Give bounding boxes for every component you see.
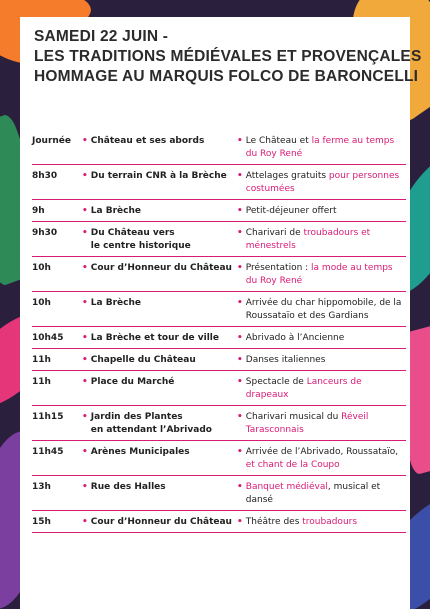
schedule-description	[237, 130, 406, 165]
schedule-row	[32, 257, 406, 292]
description-text: Arrivée du char hippomobile, de la Roussataïo et des Gardians	[245, 298, 402, 321]
bullet-icon: •	[237, 517, 243, 527]
schedule-row	[32, 406, 406, 441]
bullet-icon: •	[237, 482, 243, 492]
description-text: Attelages gratuits	[245, 171, 329, 181]
description-text: Abrivado à l’Ancienne	[245, 333, 345, 343]
bullet-icon: •	[82, 333, 88, 343]
schedule-description	[237, 406, 406, 441]
place-line: en attendant l’Abrivado	[90, 425, 212, 435]
schedule-row	[32, 130, 406, 165]
schedule-row	[32, 165, 406, 200]
schedule-description	[237, 476, 406, 511]
schedule-time: 10h	[32, 298, 51, 308]
bullet-icon: •	[82, 136, 88, 146]
bullet-icon: •	[82, 377, 88, 387]
title-tribute: HOMMAGE AU MARQUIS FOLCO DE BARONCELLI	[34, 68, 419, 85]
description-highlight: Réveil Tarasconnais	[245, 412, 369, 435]
bullet-icon: •	[82, 228, 88, 238]
description-highlight: et chant de la Coupo	[245, 460, 340, 470]
schedule-place	[82, 257, 237, 292]
schedule-place	[82, 327, 237, 349]
schedule-place	[82, 406, 237, 441]
place-line: La Brèche	[90, 206, 141, 216]
schedule-description	[237, 349, 406, 371]
description-text: Charivari musical du	[245, 412, 342, 422]
schedule-row	[32, 222, 406, 257]
schedule-description	[237, 371, 406, 406]
schedule-description	[237, 292, 406, 327]
schedule-description	[237, 222, 406, 257]
bullet-icon: •	[237, 377, 243, 387]
description-text: Arrivée de l’Abrivado, Roussataïo,	[245, 447, 399, 457]
schedule-time: 11h	[32, 355, 51, 365]
schedule-place	[82, 292, 237, 327]
schedule-row	[32, 441, 406, 476]
schedule-description	[237, 165, 406, 200]
bullet-icon: •	[237, 333, 243, 343]
place-line: le centre historique	[90, 241, 191, 251]
schedule-row	[32, 349, 406, 371]
schedule-row	[32, 371, 406, 406]
description-text: Charivari de	[245, 228, 304, 238]
bullet-icon: •	[237, 228, 243, 238]
schedule-place	[82, 371, 237, 406]
bullet-icon: •	[82, 517, 88, 527]
place-line: Du Château vers	[90, 228, 175, 238]
schedule-description	[237, 327, 406, 349]
description-highlight: la ferme au temps du Roy René	[245, 136, 395, 159]
place-line: Place du Marché	[90, 377, 175, 387]
bullet-icon: •	[237, 447, 243, 457]
schedule-time: 9h	[32, 206, 45, 216]
place-line: Jardin des Plantes	[90, 412, 183, 422]
schedule-place	[82, 349, 237, 371]
bullet-icon: •	[82, 171, 88, 181]
schedule-place	[82, 476, 237, 511]
schedule-description	[237, 257, 406, 292]
place-line: Chapelle du Château	[90, 355, 196, 365]
schedule-row	[32, 511, 406, 533]
description-text: , musical et dansé	[245, 482, 381, 505]
title-theme: LES TRADITIONS MÉDIÉVALES ET PROVENÇALES	[34, 48, 422, 65]
description-text: Petit-déjeuner offert	[245, 206, 337, 216]
schedule-time: 15h	[32, 517, 51, 527]
schedule-time: 10h45	[32, 333, 64, 343]
bullet-icon: •	[82, 355, 88, 365]
description-highlight: la mode au temps du Roy René	[245, 263, 393, 286]
bullet-icon: •	[82, 412, 88, 422]
schedule-place	[82, 165, 237, 200]
bullet-icon: •	[82, 447, 88, 457]
bullet-icon: •	[237, 298, 243, 308]
page-title	[34, 27, 422, 87]
bullet-icon: •	[237, 171, 243, 181]
place-line: Cour d’Honneur du Château	[90, 517, 232, 527]
schedule-row	[32, 327, 406, 349]
description-highlight: pour personnes costumées	[245, 171, 400, 194]
description-highlight: Banquet médiéval	[245, 482, 328, 492]
schedule-description	[237, 200, 406, 222]
place-line: La Brèche	[90, 298, 141, 308]
bullet-icon: •	[237, 412, 243, 422]
place-line: Arènes Municipales	[90, 447, 190, 457]
schedule-place	[82, 200, 237, 222]
place-line: La Brèche et tour de ville	[90, 333, 219, 343]
schedule-time: 11h45	[32, 447, 64, 457]
schedule-time: 9h30	[32, 228, 58, 238]
schedule-time: Journée	[32, 136, 71, 146]
schedule-row	[32, 200, 406, 222]
bullet-icon: •	[82, 263, 88, 273]
schedule-row	[32, 476, 406, 511]
description-highlight: Lanceurs de drapeaux	[245, 377, 362, 400]
bullet-icon: •	[237, 263, 243, 273]
schedule-place	[82, 222, 237, 257]
description-text: Danses italiennes	[245, 355, 326, 365]
schedule-time: 13h	[32, 482, 51, 492]
place-line: Du terrain CNR à la Brèche	[90, 171, 227, 181]
description-text: Le Château et	[245, 136, 312, 146]
schedule-time: 10h	[32, 263, 51, 273]
place-line: Rue des Halles	[90, 482, 166, 492]
schedule-description	[237, 511, 406, 533]
schedule-time: 8h30	[32, 171, 58, 181]
bullet-icon: •	[82, 206, 88, 216]
schedule-row	[32, 292, 406, 327]
schedule-description	[237, 441, 406, 476]
place-line: Château et ses abords	[90, 136, 205, 146]
description-text: Théâtre des	[245, 517, 303, 527]
title-date: SAMEDI 22 JUIN -	[34, 28, 169, 45]
program-card	[20, 17, 422, 609]
schedule-place	[82, 130, 237, 165]
bullet-icon: •	[82, 482, 88, 492]
bullet-icon: •	[237, 355, 243, 365]
bullet-icon: •	[82, 298, 88, 308]
schedule-table	[32, 130, 406, 533]
description-highlight: troubadours et ménestrels	[245, 228, 371, 251]
description-text: Présentation :	[245, 263, 312, 273]
place-line: Cour d’Honneur du Château	[90, 263, 232, 273]
bullet-icon: •	[237, 136, 243, 146]
bullet-icon: •	[237, 206, 243, 216]
description-highlight: troubadours	[302, 517, 358, 527]
schedule-place	[82, 441, 237, 476]
schedule-time: 11h	[32, 377, 51, 387]
schedule-place	[82, 511, 237, 533]
schedule-time: 11h15	[32, 412, 64, 422]
description-text: Spectacle de	[245, 377, 307, 387]
